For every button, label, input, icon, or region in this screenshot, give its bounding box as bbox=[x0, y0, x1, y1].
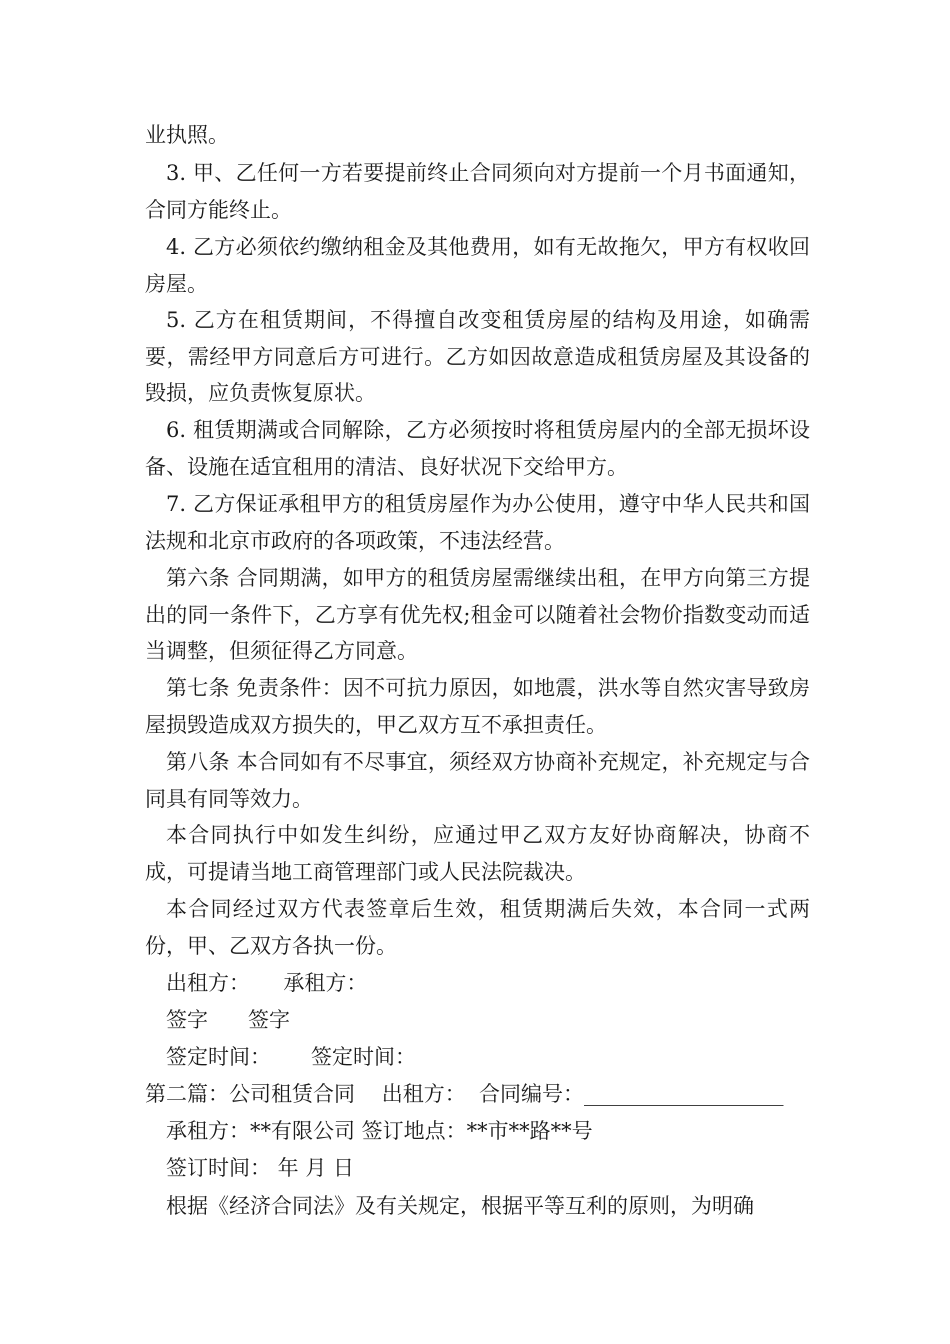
signature-line: 签字 签字 bbox=[166, 1008, 291, 1032]
dispute-clause: 本合同执行中如发生纠纷，应通过甲乙双方友好协商解决，协商不成，可提请当地工商管理部门或人民法院裁决。 bbox=[145, 823, 810, 884]
lessee-info-line: 承租方：**有限公司 签订地点：**市**路**号 bbox=[166, 1119, 593, 1143]
clause-4: 4. 乙方必须依约缴纳租金及其他费用，如有无故拖欠，甲方有权收回房屋。 bbox=[145, 235, 810, 296]
lessor-lessee-label: 出租方： 承租方： bbox=[166, 971, 368, 995]
section-2-heading: 第二篇：公司租赁合同 出租方： 合同编号：___________________ bbox=[145, 1082, 784, 1106]
sign-time-line: 签订时间： 年 月 日 bbox=[166, 1156, 355, 1180]
clause-6: 6. 租赁期满或合同解除，乙方必须按时将租赁房屋内的全部无损坏设备、设施在适宜租用的清洁、良好状况下交给甲方。 bbox=[145, 418, 810, 479]
sign-date-line: 签定时间： 签定时间： bbox=[166, 1045, 417, 1069]
article-8: 第八条 本合同如有不尽事宜，须经双方协商补充规定，补充规定与合同具有同等效力。 bbox=[145, 750, 810, 811]
effectiveness-clause: 本合同经过双方代表签章后生效，租赁期满后失效，本合同一式两份，甲、乙双方各执一份。 bbox=[145, 897, 810, 958]
clause-3: 3. 甲、乙任何一方若要提前终止合同须向对方提前一个月书面通知，合同方能终止。 bbox=[145, 161, 810, 222]
clause-5: 5. 乙方在租赁期间，不得擅自改变租赁房屋的结构及用途，如确需要，需经甲方同意后方可进行。乙方如因故意造成租赁房屋及其设备的毁损，应负责恢复原状。 bbox=[145, 308, 810, 405]
article-7: 第七条 免责条件：因不可抗力原因，如地震，洪水等自然灾害导致房屋损毁造成双方损失的，甲乙双方互不承担责任。 bbox=[145, 676, 810, 737]
article-6: 第六条 合同期满，如甲方的租赁房屋需继续出租，在甲方向第三方提出的同一条件下，乙方享有优先权;租金可以随着社会物价指数变动而适当调整，但须征得乙方同意。 bbox=[145, 566, 810, 663]
clause-7: 7. 乙方保证承租甲方的租赁房屋作为办公使用，遵守中华人民共和国法规和北京市政府的各项政策，不违法经营。 bbox=[145, 492, 810, 553]
paragraph-license-end: 业执照。 bbox=[145, 123, 229, 147]
preamble-paragraph: 根据《经济合同法》及有关规定，根据平等互利的原则，为明确 bbox=[166, 1194, 754, 1218]
